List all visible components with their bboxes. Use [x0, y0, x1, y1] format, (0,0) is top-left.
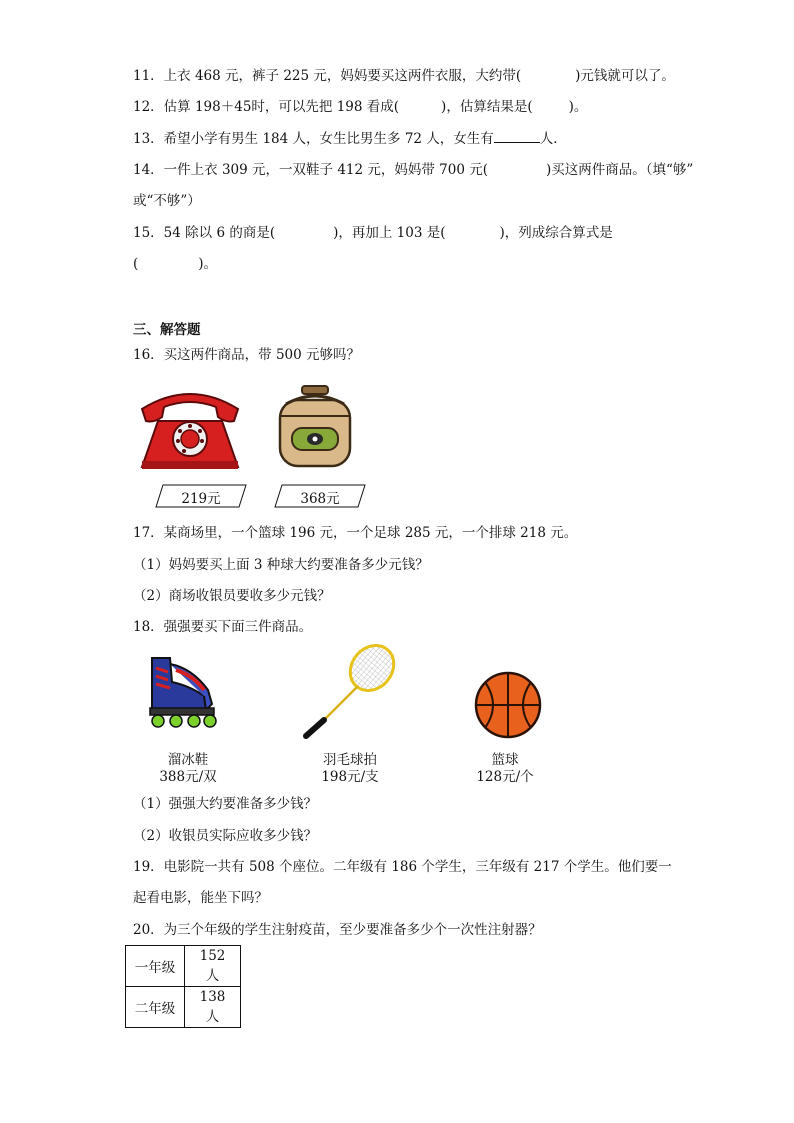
count-cell: 152 人: [185, 946, 241, 987]
question-17: 17．某商场里，一个篮球 196 元，一个足球 285 元，一个排球 218 元。: [133, 525, 578, 541]
question-19-line2: 起看电影，能坐下吗？: [133, 890, 268, 906]
item-roller-skate: 溜冰鞋 388元/双: [159, 752, 217, 785]
telephone-picture: [134, 381, 246, 473]
table-row: [126, 946, 241, 987]
table-row: [126, 987, 241, 1028]
question-14: 14．一件上衣 309 元，一双鞋子 412 元，妈妈带 700 元( )买这两件商品。（填“够”: [133, 162, 694, 178]
item-basketball: 篮球 128元/个: [476, 752, 534, 785]
question-15-line2: ( )。: [133, 256, 218, 272]
section-heading: 三、解答题: [133, 322, 201, 338]
badminton-racket-picture: [300, 644, 400, 740]
question-14-line2: 或“不够”）: [133, 193, 201, 209]
question-11: 11．上衣 468 元，裤子 225 元，妈妈要买这两件衣服，大约带( )元钱就可以了。: [133, 68, 675, 84]
item-badminton-racket: 羽毛球拍 198元/支: [321, 752, 379, 785]
question-19: 19．电影院一共有 508 个座位。二年级有 186 个学生，三年级有 217 个学生。他们要一: [133, 859, 672, 875]
question-18-sub2: （2）收银员实际应收多少钱？: [133, 828, 318, 844]
question-18: 18．强强要买下面三件商品。: [133, 619, 313, 635]
grade-cell: 二年级: [126, 987, 185, 1028]
price-tag-rice-cooker: 368元: [274, 484, 366, 508]
question-15: 15．54 除以 6 的商是( )，再加上 103 是( )，列成综合算式是: [133, 225, 613, 241]
price-tag-telephone: 219元: [155, 484, 247, 508]
count-cell: 138 人: [185, 987, 241, 1028]
question-12: 12．估算 198＋45时，可以先把 198 看成( )，估算结果是( )。: [133, 99, 588, 115]
question-17-sub2: （2）商场收银员要收多少元钱？: [133, 588, 331, 604]
rice-cooker-picture: [276, 384, 354, 470]
answer-underline[interactable]: [494, 130, 540, 143]
basketball-picture: [473, 670, 543, 740]
roller-skate-picture: [146, 654, 220, 730]
question-20: 20．为三个年级的学生注射疫苗，至少要准备多少个一次性注射器？: [133, 922, 542, 938]
question-17-sub1: （1）妈妈要买上面 3 种球大约要准备多少元钱？: [133, 557, 429, 573]
question-16: 16．买这两件商品，带 500 元够吗？: [133, 347, 361, 363]
grade-cell: 一年级: [126, 946, 185, 987]
question-13: 13．希望小学有男生 184 人，女生比男生多 72 人，女生有 人．: [133, 131, 567, 147]
grade-table: [125, 945, 241, 1028]
question-18-sub1: （1）强强大约要准备多少钱？: [133, 796, 318, 812]
